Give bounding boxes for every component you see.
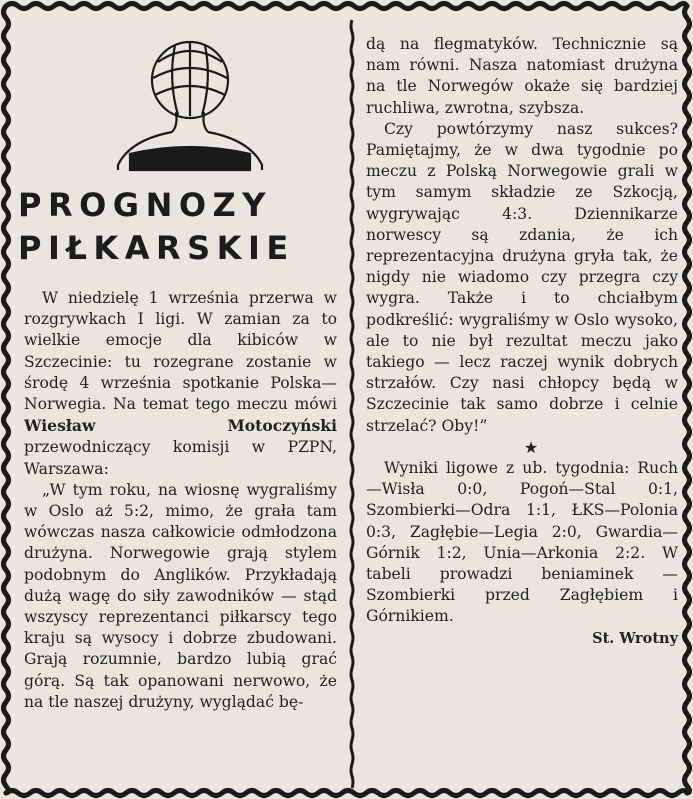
column-divider <box>351 20 353 788</box>
border-wave <box>6 4 687 9</box>
article-paragraph-2: „W tym roku, na wiosnę wygraliśmy w Oslo aż 5:2, mimo, że grała tam wówczas nasza całkowicie odmłodzona drużyna. Norwegowie grają stylem podobnym do Anglików. Przykładają dużą wagę do siły zawodników — stąd wszyscy reprezentanci piłkarscy tego kraju są wysocy i dobrze zbudowani. Grają rozumnie, bardzo lubią grać górą. Są tak opanowani nerwowo, że na tle naszej drużyny, wyglądać bę- <box>24 480 337 711</box>
section-separator-star: ★ <box>523 437 539 457</box>
border-wave <box>6 791 687 796</box>
author-signature: St. Wrotny <box>592 629 678 647</box>
headline-line-1: PROGNOZY <box>18 186 272 224</box>
person-name: Wiesław Motoczyński <box>24 416 337 436</box>
left-column <box>24 288 337 713</box>
border-wave <box>4 6 9 793</box>
paragraph-text: przewodniczący komisji w PZPN, Warszawa: <box>24 438 337 478</box>
headline-line-2: PIŁKARSKIE <box>18 229 295 267</box>
paragraph-text: W niedzielę 1 września przerwa w rozgrywkach I ligi. W zamian za to wielkie emocje dla kibiców w Szczecinie: tu rozegrane zostanie w środę 4 września spotkanie Polska—Norwegia. Na temat tego meczu mówi <box>24 289 337 414</box>
right-column <box>366 34 678 649</box>
border-wave <box>685 6 690 793</box>
article-paragraph-3: dą na flegmatyków. Technicznie są nam równi. Nasza natomiast drużyna na tle Norwegów okaże się bardziej ruchliwa, zwrotna, szybsza. <box>366 35 678 117</box>
player-illustration <box>118 42 262 170</box>
league-results-paragraph: Wyniki ligowe z ub. tygodnia: Ruch—Wisła 0:0, Pogoń—Stal 0:1, Szombierki—Odra 1:1, ŁKS—Polonia 0:3, Zagłębie—Legia 2:0, Gwardia—Górnik 1:2, Unia—Arkonia 2:2. W tabeli prowadzi beniaminek — Szombierki przed Zagłębiem i Górnikiem. <box>366 459 678 626</box>
article-paragraph-1 <box>24 288 337 480</box>
article-paragraph-4: Czy powtórzymy nasz sukces? Pamiętajmy, że w dwa tygodnie po meczu z Polską Norwegowie grali w tym samym składzie ze Szkocją, wygrywając 4:3. Dziennikarze norwescy są zdania, że ich reprezentacyjna drużyna gryła tak, że nigdy nie wiadomo czy przegra czy wygra. Także i to chciałbym podkreślić: wygraliśmy w Oslo wysoko, ale to nie był rezultat meczu jako takiego — lecz raczej wynik dobrych strzałów. Czy nasi chłopcy będą w Szczecinie tak samo dobrze i celnie strzelać? Oby!” <box>366 119 678 435</box>
